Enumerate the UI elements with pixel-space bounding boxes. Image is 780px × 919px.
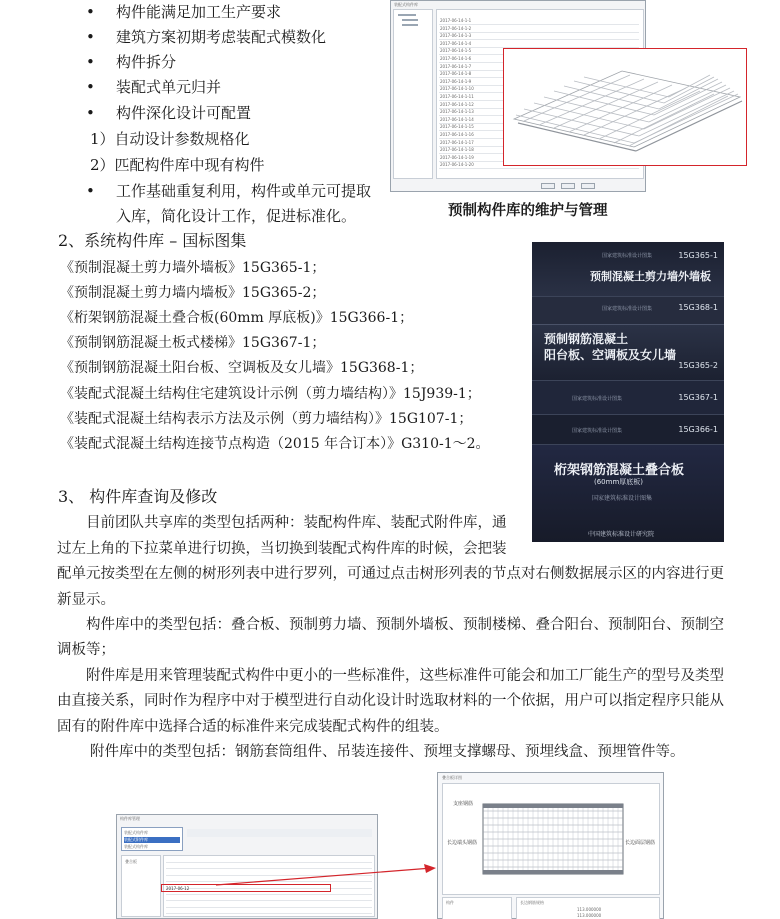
book-series: 国家建筑标准设计图集 [602,253,653,259]
bullet-item [86,2,281,22]
bullet-icon: • [86,78,95,96]
table-row[interactable]: 2017-06-14-1-2 [440,25,472,31]
book [532,380,724,414]
table-row[interactable]: 2017-06-14-1-20 [440,162,474,168]
table-row[interactable]: 2017-06-14-1-18 [440,147,474,153]
table-row[interactable] [166,907,372,908]
standard-item: 《预制钢筋混凝土阳台板、空调板及女儿墙》15G368-1； [60,360,424,376]
caption-component-library: 预制构件库的维护与管理 [448,203,608,219]
standard-item: 《装配式混凝土结构住宅建筑设计示例（剪力墙结构）》15J939-1； [60,386,481,402]
bullet-item [86,52,176,72]
table-row[interactable]: 2017-06-14-1-5 [440,48,472,54]
table-row[interactable]: 2017-06-14-1-8 [440,71,472,77]
book [532,444,724,542]
table-row[interactable]: 2017-06-14-1-4 [440,40,472,46]
window-title: 叠合板详图 [442,775,462,780]
bullet-icon: • [86,28,95,46]
tree-panel [393,9,433,179]
property-value: 113.000000 [577,913,602,918]
bullet-text: 构件能满足加工生产要求 [116,3,282,21]
properties-panel [516,897,660,919]
bullet-text: 装配式单元归并 [116,78,222,96]
book-code: 15G365-2 [678,361,718,370]
book-code: 15G365-1 [678,251,718,260]
cancel-button[interactable] [561,183,575,189]
book-code: 15G367-1 [678,393,718,402]
ok-button[interactable] [541,183,555,189]
window-title: 装配式构件库 [394,2,418,7]
book-code: 15G366-1 [678,425,718,434]
table-row[interactable]: 2017-06-14-1-1 [440,18,472,23]
paragraph-line: 构件库中的类型包括：叠合板、预制剪力墙、预制外墙板、预制楼梯、叠合阳台、预制阳台、预制空 [86,617,724,633]
standard-item: 《装配式混凝土结构连接节点构造（2015 年合订本）》G310-1～2。 [60,436,490,452]
section-2-heading: 2、系统构件库 – 国标图集 [58,231,247,250]
bullet-icon: • [86,3,95,21]
tree-node [398,14,416,16]
book-code: 15G368-1 [678,303,718,312]
property-value: 113.000000 [577,907,602,912]
book [532,414,724,444]
paragraph-line: 目前团队共享库的类型包括两种：装配构件库、装配式附件库，通 [86,515,507,531]
table-row[interactable] [166,900,372,901]
bullet-text: 构件拆分 [116,53,177,71]
dropdown-option[interactable]: 装配式构件库 [124,830,148,835]
model-preview-panel [503,48,747,166]
paragraph-line: 由直接关系，同时作为程序中对于模型进行自动化设计时选取材料的一个依据，用户可以指定程序只能从 [57,693,724,709]
book-series: 国家建筑标准设计图集 [602,306,653,312]
bullet-item [86,181,371,201]
paragraph-line: 配单元按类型在左侧的树形列表中进行罗列，可通过点击树形列表的节点对右侧数据展示区的内容进行更 [57,566,724,582]
paragraph-line: 调板等； [57,642,115,658]
bullet-text: 工作基础重复利用，构件或单元可提取 [116,182,372,200]
bullet-item [86,103,251,123]
table-row[interactable]: 2017-06-14-1-15 [440,124,474,130]
table-row[interactable]: 2017-06-14-1-7 [440,63,472,69]
book [532,242,724,296]
book-title: 预制混凝土剪力墙外墙板 [590,270,711,283]
paragraph-line: 固有的附件库中选择合适的标准件来完成装配式构件的组装。 [57,719,449,735]
book-publisher: 中国建筑标准设计研究院 [588,531,655,538]
paragraph-line: 新显示。 [57,592,115,608]
panel-title: 构件 [446,900,454,905]
bullet-item [86,77,221,97]
standard-item: 《桁架钢筋混凝土叠合板(60mm 厚底板)》15G366-1； [60,310,414,326]
book [532,296,724,324]
slab-drawing [442,783,660,895]
tree-panel [121,855,161,917]
table-row[interactable]: 2017-06-14-1-9 [440,78,472,84]
section-3-heading: 3、 构件库查询及修改 [58,487,218,506]
bullet-text: 构件深化设计可配置 [116,104,252,122]
table-row[interactable] [166,894,372,895]
arrow-icon [214,860,444,890]
highlighted-row-label: 2017-06-12 [166,886,190,891]
table-row[interactable]: 2017-06-14-1-12 [440,101,474,107]
book-series: 国家建筑标准设计图集 [572,428,623,434]
tree-node [402,19,418,21]
bullet-continuation: 入库，简化设计工作，促进标准化。 [116,207,357,225]
table-row[interactable]: 2017-06-14-1-3 [440,33,472,39]
bullet-icon: • [86,182,95,200]
table-row[interactable]: 2017-06-14-1-13 [440,109,474,115]
tree-node[interactable]: 叠合板 [125,859,137,864]
book-subtitle: (60mm厚底板) [594,478,644,486]
bullet-icon: • [86,53,95,71]
paragraph-line: 附件库是用来管理装配式构件中更小的一些标准件，这些标准件可能会和加工厂能生产的型号及类型 [86,668,724,684]
dropdown-option[interactable]: 装配式构件库 [124,844,148,849]
table-row[interactable]: 2017-06-14-1-14 [440,116,474,122]
table-row[interactable]: 2017-06-14-1-6 [440,56,472,61]
book-series: 国家建筑标准设计图集 [592,495,653,502]
sub-item: 2）匹配构件库中现有构件 [90,156,265,174]
standard-item: 《预制混凝土剪力墙内墙板》15G365-2； [60,285,326,301]
table-row[interactable]: 2017-06-14-1-19 [440,154,474,160]
book-title: 桁架钢筋混凝土叠合板 [554,463,685,478]
dropdown-option[interactable]: 装配式附件库 [124,837,180,843]
apply-button[interactable] [581,183,595,189]
filter-bar [187,829,372,837]
window-title: 构件库管理 [120,816,140,821]
table-row[interactable]: 2017-06-14-1-11 [440,94,474,99]
standard-item: 《预制混凝土剪力墙外墙板》15G365-1； [60,260,326,276]
row-divider [439,168,639,169]
standard-atlas-books-photo [532,242,724,542]
library-type-dropdown[interactable] [121,827,183,851]
table-row[interactable]: 2017-06-14-1-16 [440,132,474,137]
bullet-item [86,27,326,47]
component-panel [442,897,512,919]
table-row[interactable] [166,913,372,914]
book-title: 预制钢筋混凝土 阳台板、空调板及女儿墙 [544,332,677,362]
panel-title: 长边钢筋规格 [520,900,544,905]
book-series: 国家建筑标准设计图集 [572,396,623,402]
drawing-label: 长边面层钢筋 [625,840,656,846]
drawing-label: 长边端头钢筋 [447,840,478,846]
tree-node [402,24,418,26]
table-row[interactable]: 2017-06-14-1-17 [440,139,474,145]
sub-item: 1）自动设计参数规格化 [90,130,250,148]
standard-item: 《预制钢筋混凝土板式楼梯》15G367-1； [60,335,326,351]
table-row[interactable]: 2017-06-14-1-10 [440,86,474,92]
paragraph-line: 过左上角的下拉菜单进行切换，当切换到装配式构件库的时候，会把装 [57,541,507,557]
book [532,324,724,380]
paragraph-line: 附件库中的类型包括：钢筋套筒组件、吊装连接件、预埋支撑螺母、预埋线盒、预埋管件等。 [90,744,685,760]
slab-detail-screenshot [437,772,664,919]
bullet-icon: • [86,104,95,122]
drawing-label: 支座钢筋 [453,801,474,807]
rebar-mesh-3d-preview [504,49,748,167]
standard-item: 《装配式混凝土结构表示方法及示例（剪力墙结构）》15G107-1； [60,411,473,427]
bullet-text: 建筑方案初期考虑装配式模数化 [116,28,327,46]
